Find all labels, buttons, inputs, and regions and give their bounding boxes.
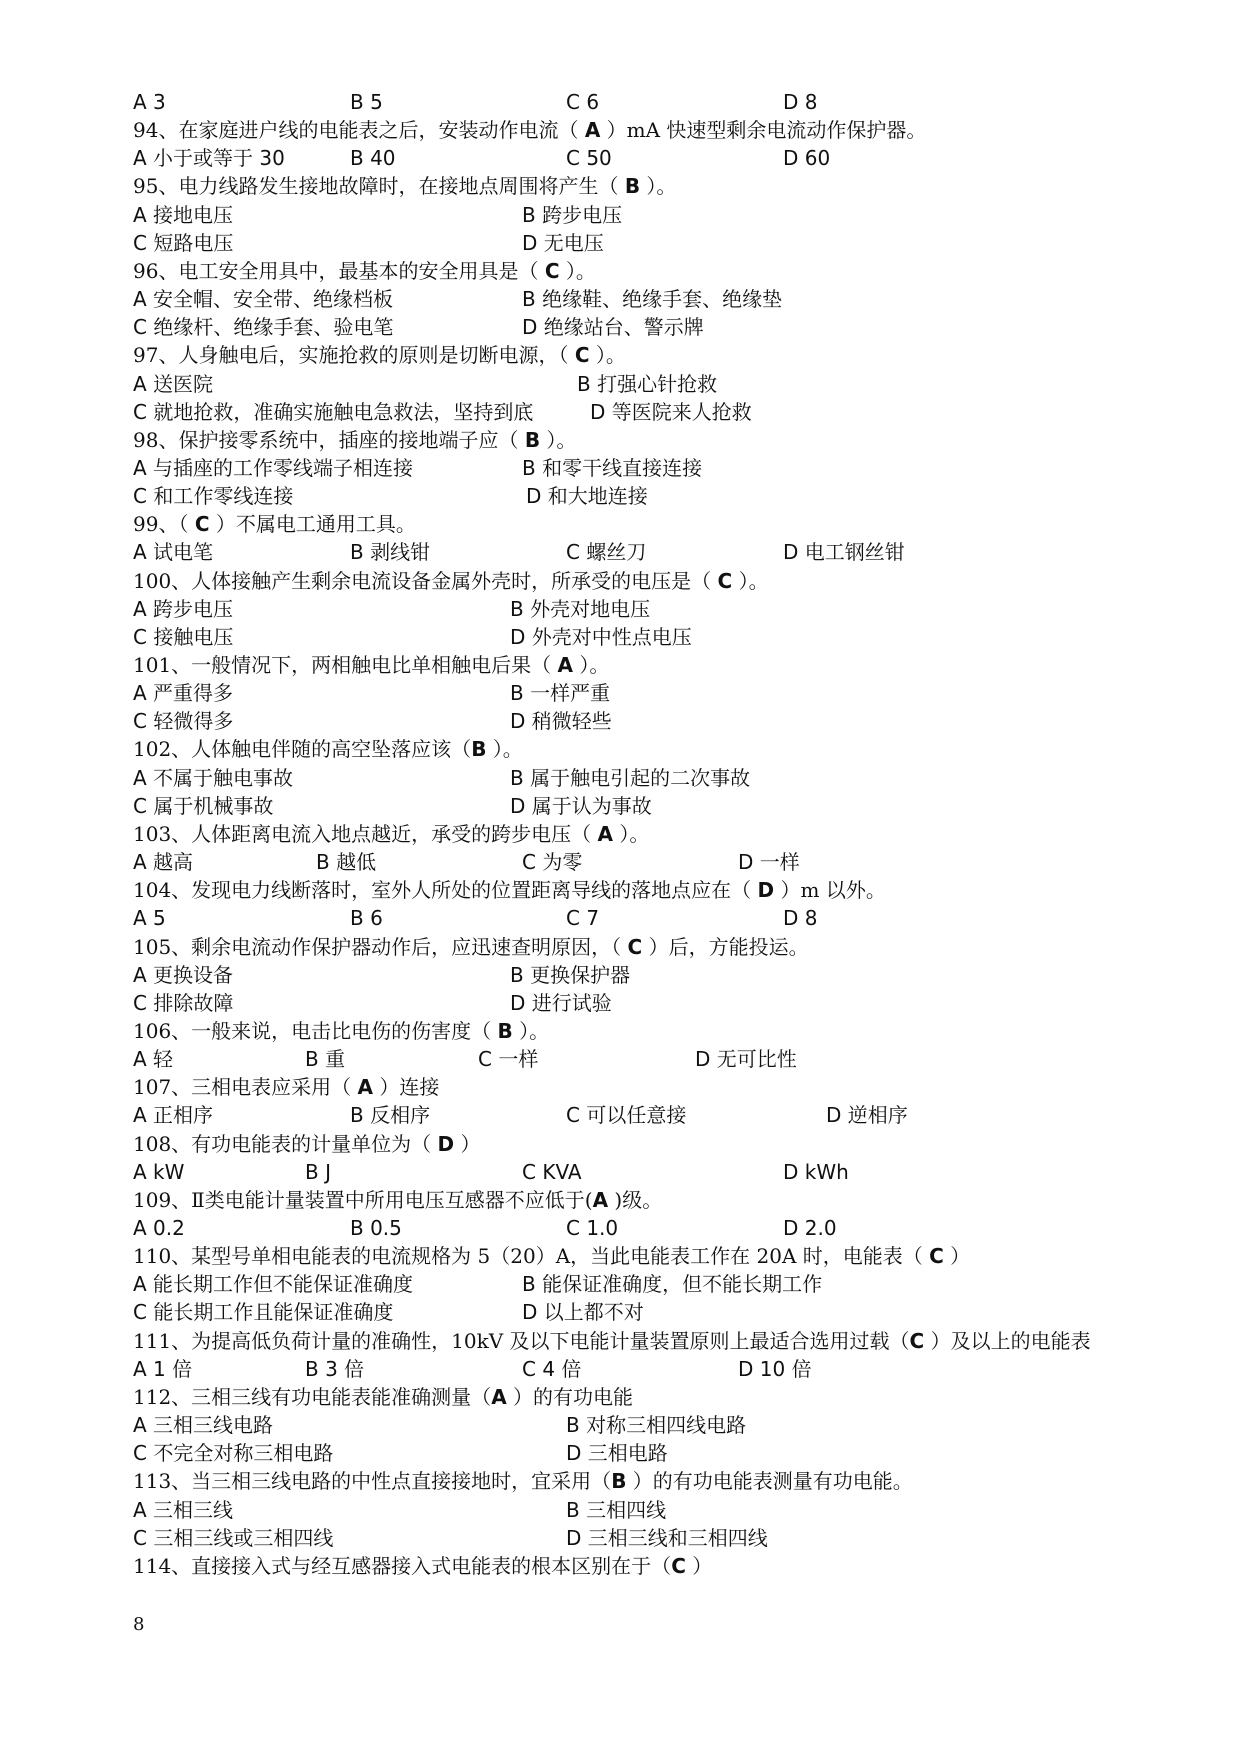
question-line [133, 1186, 662, 1214]
answer-option: B 越低 [316, 850, 377, 874]
question-line [133, 1467, 913, 1495]
answer-option: D 无电压 [522, 231, 604, 255]
answer-letter: C [627, 935, 643, 959]
question-text: ）连接 [373, 1075, 440, 1099]
answer-option: A 轻 [133, 1047, 174, 1071]
question-text: 107、三相电表应采用（ [133, 1075, 358, 1099]
answer-option: B 绝缘鞋、绝缘手套、绝缘垫 [522, 287, 783, 311]
question-text: 103、人体距离电流入地点越近，承受的跨步电压（ [133, 822, 598, 846]
question-text: ）。 [573, 653, 610, 677]
question-line [133, 567, 769, 595]
answer-option: A 5 [133, 906, 166, 930]
answer-letter: C [194, 512, 210, 536]
question-text: ）mA 快速型剩余电流动作保护器。 [600, 118, 927, 142]
question-text: 110、某型号单相电能表的电流规格为 5（20）A，当此电能表工作在 20A 时，电能表（ [133, 1244, 930, 1268]
question-text: 108、有功电能表的计量单位为（ [133, 1132, 438, 1156]
question-line [133, 1552, 712, 1580]
answer-option: D 等医院来人抢救 [590, 400, 752, 424]
answer-option: D 绝缘站台、警示牌 [522, 315, 704, 339]
question-text: 106、一般来说，电击比电伤的伤害度（ [133, 1019, 498, 1043]
answer-option: A 接地电压 [133, 203, 234, 227]
question-line [133, 1130, 481, 1158]
answer-option: B 属于触电引起的二次事故 [510, 766, 751, 790]
answer-option: D 8 [783, 906, 818, 930]
answer-option: C 绝缘杆、绝缘手套、验电笔 [133, 315, 394, 339]
answer-option: A 三相三线电路 [133, 1413, 274, 1437]
question-text: ）。 [613, 822, 650, 846]
answer-option: B 更换保护器 [510, 963, 631, 987]
question-text: 104、发现电力线断落时，室外人所处的位置距离导线的落地点应在（ [133, 878, 758, 902]
answer-option: B 40 [350, 146, 396, 170]
answer-option: C 可以任意接 [566, 1103, 687, 1127]
question-text: ）及以上的电能表 [924, 1329, 1091, 1353]
answer-option: C 轻微得多 [133, 709, 234, 733]
answer-option: B 6 [350, 906, 383, 930]
answer-option: A kW [133, 1160, 185, 1184]
answer-option: C 50 [566, 146, 612, 170]
answer-option: C 4 倍 [522, 1357, 582, 1381]
question-line [133, 510, 416, 538]
answer-option: A 与插座的工作零线端子相连接 [133, 456, 414, 480]
answer-letter: C [929, 1244, 944, 1268]
question-text: 98、保护接零系统中，插座的接地端子应（ [133, 428, 525, 452]
question-line [133, 1017, 549, 1045]
answer-option: C 螺丝刀 [566, 540, 647, 564]
question-text: ）。 [732, 569, 769, 593]
answer-option: D 8 [783, 90, 818, 114]
answer-option: A 越高 [133, 850, 194, 874]
answer-option: A 更换设备 [133, 963, 234, 987]
question-text: ）。 [640, 174, 677, 198]
answer-letter: C [717, 569, 733, 593]
question-text: ）的有功电能 [506, 1385, 634, 1409]
answer-option: A 0.2 [133, 1216, 185, 1240]
answer-option: A 1 倍 [133, 1357, 193, 1381]
answer-option: C 就地抢救，准确实施触电急救法，坚持到底 [133, 400, 534, 424]
question-line [133, 1383, 633, 1411]
question-line [133, 341, 626, 369]
answer-letter: B [524, 428, 541, 452]
question-text: ）。 [589, 343, 626, 367]
answer-option: C 6 [566, 90, 600, 114]
answer-option: B 3 倍 [305, 1357, 365, 1381]
answer-option: B 剥线钳 [350, 540, 431, 564]
answer-option: A 三相三线 [133, 1498, 234, 1522]
question-line [133, 876, 886, 904]
question-text: 96、电工安全用具中，最基本的安全用具是（ [133, 259, 545, 283]
answer-letter: D [437, 1132, 455, 1156]
question-text: 113、当三相三线电路的中性点直接接地时，宜采用（ [133, 1469, 612, 1493]
answer-option: A 能长期工作但不能保证准确度 [133, 1272, 414, 1296]
answer-option: A 小于或等于 30 [133, 146, 285, 170]
answer-option: B 能保证准确度，但不能长期工作 [522, 1272, 823, 1296]
answer-letter: A [357, 1075, 374, 1099]
answer-option: D 10 倍 [738, 1357, 812, 1381]
answer-letter: D [757, 878, 775, 902]
answer-option: B 重 [305, 1047, 346, 1071]
question-text: 109、Ⅱ类电能计量装置中所用电压互感器不应低于( [133, 1188, 593, 1212]
question-text: ）。 [559, 259, 596, 283]
answer-option: D 逆相序 [826, 1103, 908, 1127]
question-text: ）。 [486, 737, 523, 761]
answer-option: D kWh [783, 1160, 849, 1184]
answer-letter: C [544, 259, 560, 283]
question-text: ）后，方能投运。 [642, 935, 809, 959]
question-text: 102、人体触电伴随的高空坠落应该（ [133, 737, 472, 761]
answer-option: D 60 [783, 146, 831, 170]
answer-option: B 和零干线直接连接 [522, 456, 703, 480]
answer-option: A 严重得多 [133, 681, 234, 705]
answer-letter: B [611, 1469, 627, 1493]
question-text: 114、直接接入式与经互感器接入式电能表的根本区别在于（ [133, 1554, 672, 1578]
question-text: ） [454, 1132, 481, 1156]
question-text: 97、人身触电后，实施抢救的原则是切断电源，（ [133, 343, 575, 367]
page-number: 8 [133, 1614, 145, 1635]
answer-option: C 一样 [478, 1047, 539, 1071]
question-text: 99、（ [133, 512, 195, 536]
question-line [133, 1327, 1091, 1355]
answer-option: D 2.0 [783, 1216, 837, 1240]
answer-option: D 无可比性 [695, 1047, 797, 1071]
answer-letter: A [491, 1385, 507, 1409]
answer-option: D 三相三线和三相四线 [566, 1526, 768, 1550]
answer-option: C KVA [522, 1160, 582, 1184]
answer-letter: C [909, 1329, 925, 1353]
answer-letter: B [497, 1019, 513, 1043]
answer-option: D 进行试验 [510, 991, 612, 1015]
answer-option: C 和工作零线连接 [133, 484, 294, 508]
answer-option: C 属于机械事故 [133, 794, 274, 818]
answer-option: C 短路电压 [133, 231, 234, 255]
answer-letter: C [671, 1554, 686, 1578]
answer-option: B 外壳对地电压 [510, 597, 651, 621]
answer-option: B J [305, 1160, 331, 1184]
answer-option: A 正相序 [133, 1103, 214, 1127]
question-text: ） [943, 1244, 971, 1268]
answer-option: D 一样 [738, 850, 800, 874]
question-text: ）的有功电能表测量有功电能。 [626, 1469, 913, 1493]
answer-option: C 三相三线或三相四线 [133, 1526, 334, 1550]
question-line [133, 933, 809, 961]
question-line [133, 735, 523, 763]
question-text: 94、在家庭进户线的电能表之后，安装动作电流（ [133, 118, 585, 142]
question-text: )级。 [608, 1188, 663, 1212]
answer-letter: A [584, 118, 601, 142]
answer-option: A 3 [133, 90, 166, 114]
answer-option: A 不属于触电事故 [133, 766, 294, 790]
answer-option: D 外壳对中性点电压 [510, 625, 692, 649]
question-line [133, 1242, 970, 1270]
question-text: ）不属电工通用工具。 [209, 512, 416, 536]
question-text: ） [685, 1554, 713, 1578]
answer-option: B 5 [350, 90, 383, 114]
answer-option: C 1.0 [566, 1216, 619, 1240]
question-line [133, 257, 596, 285]
answer-option: A 安全帽、安全带、绝缘档板 [133, 287, 394, 311]
question-text: 105、剩余电流动作保护器动作后，应迅速查明原因，（ [133, 935, 628, 959]
answer-option: C 不完全对称三相电路 [133, 1441, 334, 1465]
answer-option: D 电工钢丝钳 [783, 540, 905, 564]
question-text: ）m 以外。 [774, 878, 886, 902]
question-line [133, 426, 576, 454]
question-line [133, 1073, 439, 1101]
answer-letter: B [471, 737, 487, 761]
answer-option: C 7 [566, 906, 600, 930]
answer-option: C 能长期工作且能保证准确度 [133, 1300, 394, 1324]
answer-letter: B [624, 174, 641, 198]
answer-option: B 打强心针抢救 [577, 372, 718, 396]
answer-option: B 对称三相四线电路 [566, 1413, 747, 1437]
question-line [133, 820, 649, 848]
answer-option: D 和大地连接 [526, 484, 648, 508]
answer-option: A 送医院 [133, 372, 214, 396]
question-text: ）。 [540, 428, 577, 452]
question-line [133, 172, 676, 200]
answer-letter: A [597, 822, 614, 846]
answer-option: B 反相序 [350, 1103, 431, 1127]
question-text: 101、一般情况下，两相触电比单相触电后果（ [133, 653, 558, 677]
answer-option: C 排除故障 [133, 991, 234, 1015]
question-text: 100、人体接触产生剩余电流设备金属外壳时，所承受的电压是（ [133, 569, 718, 593]
answer-option: A 试电笔 [133, 540, 214, 564]
question-line [133, 116, 926, 144]
question-text: 111、为提高低负荷计量的准确性，10kV 及以下电能计量装置原则上最适合选用过载（ [133, 1329, 910, 1353]
answer-letter: C [574, 343, 590, 367]
answer-letter: A [592, 1188, 609, 1212]
question-text: 112、三相三线有功电能表能准确测量（ [133, 1385, 492, 1409]
question-line [133, 651, 609, 679]
question-text: 95、电力线路发生接地故障时，在接地点周围将产生（ [133, 174, 625, 198]
question-text: ）。 [512, 1019, 550, 1043]
answer-letter: A [557, 653, 574, 677]
answer-option: C 接触电压 [133, 625, 234, 649]
answer-option: D 稍微轻些 [510, 709, 612, 733]
answer-option: D 属于认为事故 [510, 794, 652, 818]
answer-option: B 跨步电压 [522, 203, 623, 227]
answer-option: C 为零 [522, 850, 583, 874]
answer-option: A 跨步电压 [133, 597, 234, 621]
answer-option: D 以上都不对 [522, 1300, 644, 1324]
answer-option: B 三相四线 [566, 1498, 667, 1522]
answer-option: B 一样严重 [510, 681, 611, 705]
answer-option: D 三相电路 [566, 1441, 668, 1465]
answer-option: B 0.5 [350, 1216, 402, 1240]
